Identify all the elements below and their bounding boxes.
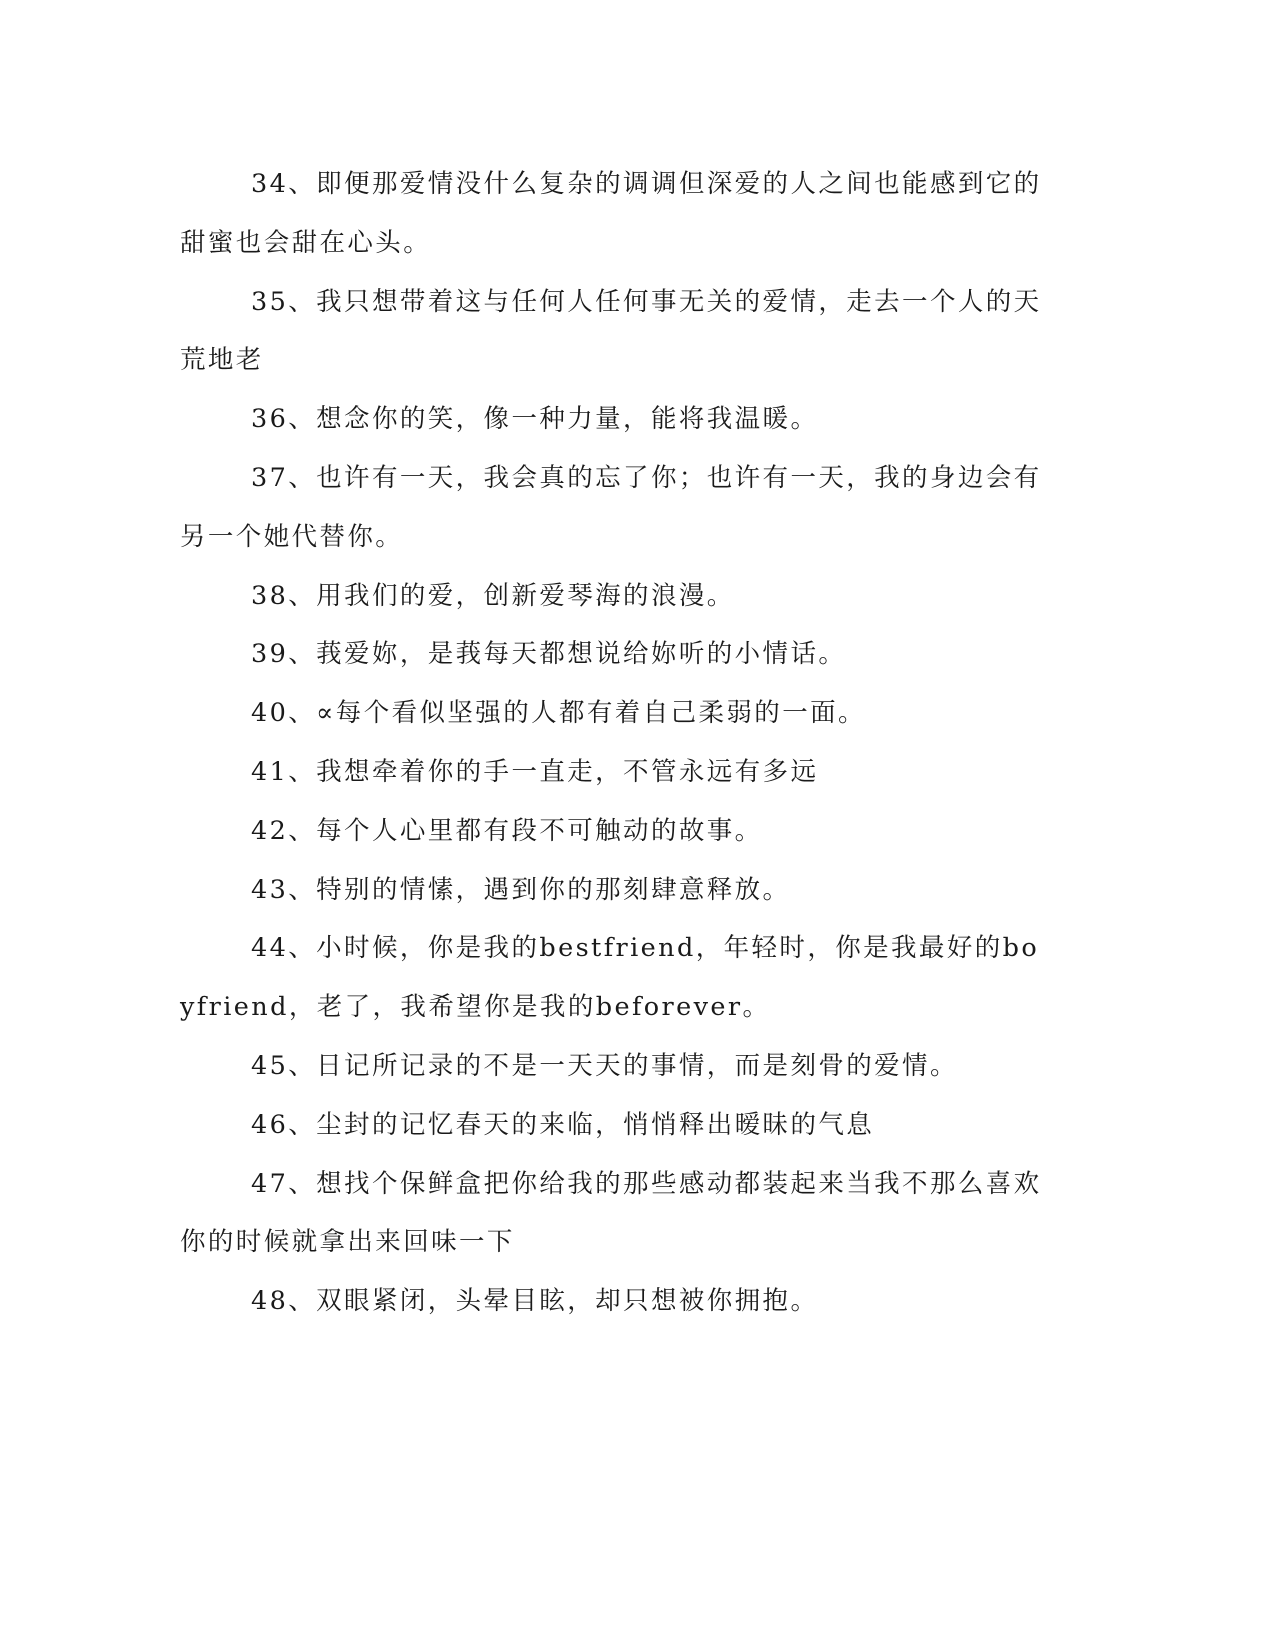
paragraph-45: 45、日记所记录的不是一天天的事情，而是刻骨的爱情。	[251, 1050, 958, 1081]
paragraph-35: 35、我只想带着这与任何人任何事无关的爱情，走去一个人的天荒地老	[180, 286, 1042, 376]
document-body	[180, 155, 1050, 1331]
paragraph-46: 46、尘封的记忆春天的来临，悄悄释出暧昧的气息	[251, 1109, 875, 1140]
paragraph-43: 43、特别的情愫，遇到你的那刻肆意释放。	[251, 874, 791, 905]
paragraph-39: 39、莪爱妳，是莪每天都想说给妳听的小情话。	[251, 639, 847, 670]
paragraph-41: 41、我想牵着你的手一直走，不管永远有多远	[251, 756, 819, 787]
paragraph-44: 44、小时候，你是我的bestfriend，年轻时，你是我最好的boyfriend，老了，我希望你是我的beforever。	[180, 933, 1040, 1023]
paragraph-42: 42、每个人心里都有段不可触动的故事。	[251, 815, 763, 846]
paragraph-38: 38、用我们的爱，创新爱琴海的浪漫。	[251, 580, 735, 611]
paragraph-40: 40、∝每个看似坚强的人都有着自己柔弱的一面。	[251, 698, 866, 729]
paragraph-36: 36、想念你的笑，像一种力量，能将我温暖。	[251, 404, 819, 435]
paragraph-37: 37、也许有一天，我会真的忘了你；也许有一天，我的身边会有另一个她代替你。	[180, 462, 1042, 552]
paragraph-48: 48、双眼紧闭，头晕目眩，却只想被你拥抱。	[251, 1286, 819, 1317]
paragraph-47: 47、想找个保鲜盒把你给我的那些感动都装起来当我不那么喜欢你的时候就拿出来回味一下	[180, 1168, 1042, 1258]
paragraph-34: 34、即便那爱情没什么复杂的调调但深爱的人之间也能感到它的甜蜜也会甜在心头。	[180, 169, 1042, 258]
